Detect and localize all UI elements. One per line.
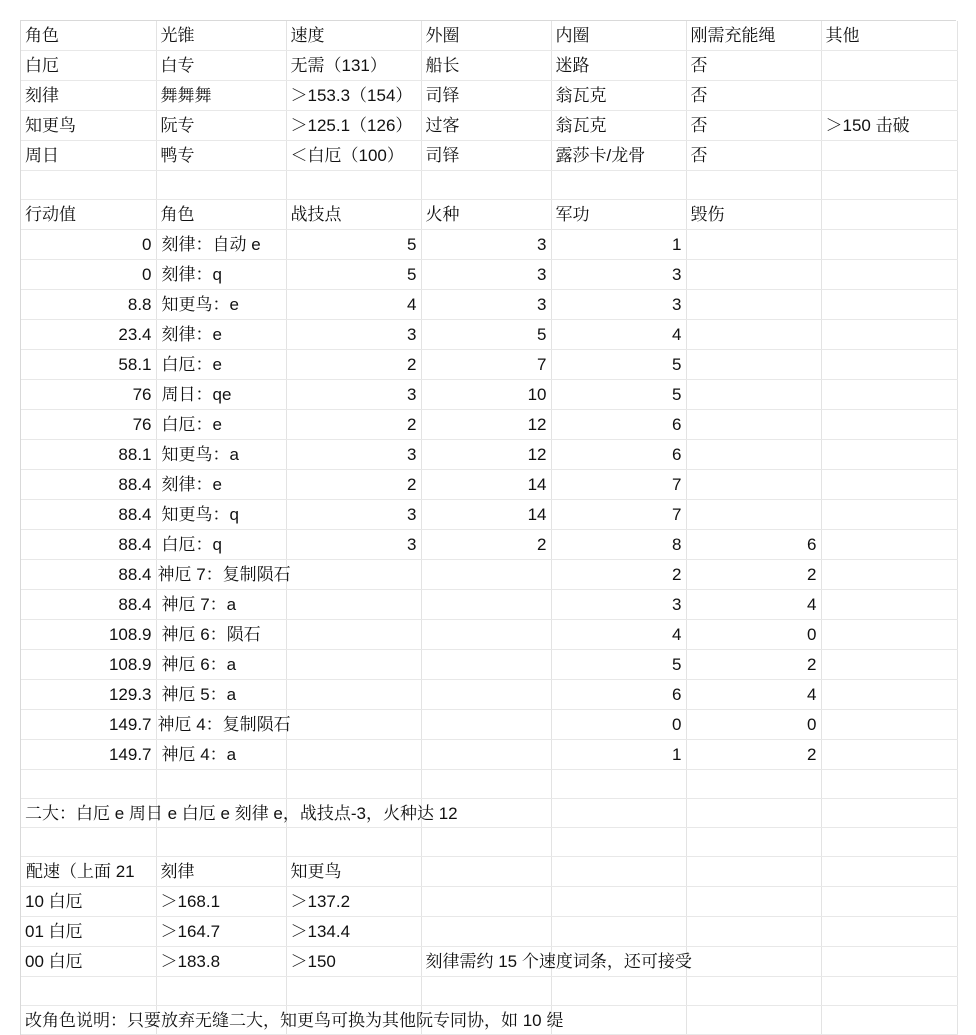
cell-speed-note[interactable]	[421, 947, 692, 977]
empty-cell[interactable]	[821, 260, 957, 290]
empty-cell[interactable]	[821, 857, 957, 887]
cell-skill-point[interactable]: 2	[286, 410, 421, 440]
empty-cell[interactable]	[21, 770, 156, 799]
cell-damage[interactable]: 4	[686, 680, 821, 710]
cell-actor[interactable]	[156, 530, 286, 560]
empty-cell[interactable]	[821, 230, 957, 260]
cell-inner-ornament[interactable]: 迷路	[551, 51, 686, 81]
cell-fire-seed[interactable]: 5	[421, 320, 551, 350]
empty-cell[interactable]	[686, 1006, 821, 1035]
header-cell-kelv[interactable]: 刻律	[156, 857, 286, 887]
cell-actor-text: 知更鸟：a	[161, 445, 239, 464]
cell-outer-ornament[interactable]: 司铎	[421, 141, 551, 171]
header-cell-actor[interactable]: 角色	[156, 200, 286, 230]
cell-fire-seed[interactable]	[421, 620, 551, 650]
header-cell-speed[interactable]: 速度	[286, 21, 421, 51]
cell-skill-point[interactable]: 5	[286, 260, 421, 290]
empty-cell[interactable]	[551, 887, 686, 917]
cell-actor[interactable]	[156, 260, 286, 290]
cell-fire-seed[interactable]	[421, 740, 551, 770]
cell-fire-seed[interactable]	[421, 560, 551, 590]
sheet-body	[21, 21, 957, 1035]
rotation-row	[21, 410, 957, 440]
cell-other[interactable]	[821, 51, 957, 81]
empty-cell[interactable]	[686, 770, 821, 799]
cell-skill-point[interactable]	[286, 740, 421, 770]
cell-damage[interactable]	[686, 350, 821, 380]
cell-actor[interactable]	[156, 380, 286, 410]
cell-action-value[interactable]: 88.4	[21, 530, 156, 560]
cell-action-value[interactable]: 129.3	[21, 680, 156, 710]
empty-cell[interactable]	[686, 947, 821, 977]
cell-damage[interactable]: 2	[686, 740, 821, 770]
empty-cell[interactable]	[551, 770, 686, 799]
cell-lightcone[interactable]: 鸭专	[156, 141, 286, 171]
empty-cell[interactable]	[421, 770, 551, 799]
cell-other[interactable]: ＞150 击破	[821, 111, 957, 141]
cell-action-value[interactable]: 88.1	[21, 440, 156, 470]
cell-actor-text: 神厄 4：复制陨石	[157, 715, 291, 734]
rotation-row	[21, 650, 957, 680]
cell-action-value[interactable]: 0	[21, 260, 156, 290]
empty-cell[interactable]	[421, 857, 551, 887]
cell-skill-point[interactable]	[286, 710, 421, 740]
cell-actor-text: 神厄 4：a	[161, 745, 237, 764]
header-cell-pace[interactable]	[21, 857, 156, 887]
empty-cell[interactable]	[821, 290, 957, 320]
empty-cell[interactable]	[286, 770, 421, 799]
cell-action-value[interactable]: 88.4	[21, 590, 156, 620]
empty-cell[interactable]	[686, 857, 821, 887]
cell-actor[interactable]	[156, 740, 286, 770]
cell-merit[interactable]: 5	[551, 350, 686, 380]
cell-energy-rope[interactable]: 否	[686, 141, 821, 171]
cell-merit[interactable]: 3	[551, 260, 686, 290]
empty-cell[interactable]	[821, 947, 957, 977]
cell-energy-rope[interactable]: 否	[686, 111, 821, 141]
cell-damage[interactable]	[686, 230, 821, 260]
empty-cell[interactable]	[21, 977, 156, 1006]
cell-action-value[interactable]: 58.1	[21, 350, 156, 380]
cell-merit[interactable]: 1	[551, 740, 686, 770]
cell-fire-seed[interactable]	[421, 650, 551, 680]
speed-row	[21, 917, 957, 947]
cell-speed[interactable]	[286, 81, 421, 111]
header-cell-pace-text: 配速（上面 21	[26, 862, 135, 881]
cell-other[interactable]	[821, 81, 957, 111]
empty-cell[interactable]	[821, 828, 957, 857]
cell-skill-point[interactable]: 5	[286, 230, 421, 260]
empty-cell[interactable]	[686, 917, 821, 947]
rotation-row	[21, 380, 957, 410]
cell-skill-point[interactable]: 2	[286, 350, 421, 380]
cell-other[interactable]	[821, 141, 957, 171]
cell-action-value[interactable]: 0	[21, 230, 156, 260]
header-cell-outer-ornament[interactable]: 外圈	[421, 21, 551, 51]
cell-outer-ornament[interactable]: 船长	[421, 51, 551, 81]
empty-cell[interactable]	[821, 410, 957, 440]
cell-character[interactable]: 周日	[21, 141, 156, 171]
cell-energy-rope[interactable]: 否	[686, 81, 821, 111]
cell-speed-robin[interactable]: ＞150	[286, 947, 421, 977]
cell-action-value[interactable]: 8.8	[21, 290, 156, 320]
note-second-ultimate[interactable]	[21, 799, 458, 828]
rotation-row	[21, 230, 957, 260]
cell-skill-point[interactable]: 3	[286, 440, 421, 470]
cell-fire-seed[interactable]: 14	[421, 500, 551, 530]
rotation-row	[21, 350, 957, 380]
cell-character[interactable]: 白厄	[21, 51, 156, 81]
empty-cell[interactable]	[686, 171, 821, 200]
empty-cell[interactable]	[686, 887, 821, 917]
cell-actor-text: 白厄：e	[161, 415, 222, 434]
header-cell-merit[interactable]: 军功	[551, 200, 686, 230]
cell-fire-seed[interactable]: 3	[421, 290, 551, 320]
cell-fire-seed[interactable]: 3	[421, 260, 551, 290]
rotation-row	[21, 740, 957, 770]
empty-cell[interactable]	[21, 828, 156, 857]
empty-cell[interactable]	[286, 171, 421, 200]
speed-row	[21, 947, 957, 977]
cell-merit[interactable]: 7	[551, 470, 686, 500]
cell-speed-text: ＞125.1（126）	[290, 116, 413, 135]
spacer-row	[21, 171, 957, 200]
rotation-row	[21, 710, 957, 740]
spacer-row	[21, 977, 957, 1006]
cell-inner-ornament-text: 露莎卡/龙骨	[555, 146, 646, 165]
cell-action-value[interactable]: 108.9	[21, 650, 156, 680]
cell-fire-seed[interactable]	[421, 590, 551, 620]
empty-cell[interactable]	[821, 887, 957, 917]
cell-actor-text: 白厄：e	[161, 355, 222, 374]
empty-cell[interactable]	[821, 500, 957, 530]
cell-merit[interactable]: 7	[551, 500, 686, 530]
rotation-row	[21, 590, 957, 620]
cell-skill-point[interactable]	[286, 620, 421, 650]
cell-fire-seed[interactable]	[421, 680, 551, 710]
cell-actor[interactable]	[156, 320, 286, 350]
cell-damage[interactable]: 2	[686, 560, 821, 590]
cell-speed-note[interactable]	[421, 887, 551, 917]
speed-table-header-row	[21, 857, 957, 887]
spacer-row	[21, 828, 957, 857]
cell-skill-point[interactable]: 3	[286, 500, 421, 530]
header-cell-character[interactable]: 角色	[21, 21, 156, 51]
empty-cell[interactable]	[821, 470, 957, 500]
cell-fire-seed[interactable]: 10	[421, 380, 551, 410]
empty-cell[interactable]	[821, 917, 957, 947]
spacer-row	[21, 770, 957, 799]
cell-speed-text: 无需（131）	[290, 56, 387, 75]
empty-cell[interactable]	[821, 799, 957, 828]
cell-actor[interactable]	[156, 230, 286, 260]
cell-actor-text: 神厄 6：陨石	[161, 625, 261, 644]
cell-inner-ornament[interactable]	[551, 141, 686, 171]
cell-fire-seed[interactable]: 7	[421, 350, 551, 380]
header-cell-robin[interactable]: 知更鸟	[286, 857, 421, 887]
empty-cell[interactable]	[821, 650, 957, 680]
rotation-row	[21, 680, 957, 710]
cell-speed-kelv[interactable]: ＞183.8	[156, 947, 286, 977]
empty-cell[interactable]	[156, 977, 286, 1006]
cell-action-value[interactable]: 88.4	[21, 470, 156, 500]
cell-skill-point[interactable]: 3	[286, 530, 421, 560]
cell-merit[interactable]: 4	[551, 320, 686, 350]
header-cell-action-value[interactable]: 行动值	[21, 200, 156, 230]
empty-cell[interactable]	[821, 620, 957, 650]
empty-cell[interactable]	[421, 171, 551, 200]
cell-inner-ornament[interactable]: 翁瓦克	[551, 81, 686, 111]
cell-merit[interactable]: 5	[551, 380, 686, 410]
cell-speed-text: ＜白厄（100）	[290, 146, 404, 165]
empty-cell[interactable]	[821, 560, 957, 590]
cell-actor-text: 神厄 7：a	[161, 595, 237, 614]
cell-character[interactable]: 刻律	[21, 81, 156, 111]
note-change-character-row	[21, 1006, 957, 1035]
build-table-row	[21, 51, 957, 81]
cell-actor[interactable]	[156, 710, 291, 740]
rotation-row	[21, 500, 957, 530]
empty-cell[interactable]	[551, 828, 686, 857]
empty-cell[interactable]	[156, 770, 286, 799]
cell-actor[interactable]	[156, 680, 286, 710]
cell-actor[interactable]	[156, 350, 286, 380]
empty-cell[interactable]	[286, 828, 421, 857]
cell-damage[interactable]	[686, 470, 821, 500]
cell-merit[interactable]: 6	[551, 680, 686, 710]
cell-actor-text: 刻律：e	[161, 325, 222, 344]
empty-cell[interactable]	[551, 977, 686, 1006]
cell-action-value[interactable]: 149.7	[21, 710, 156, 740]
cell-actor-text: 刻律：q	[161, 265, 222, 284]
cell-fire-seed[interactable]: 12	[421, 410, 551, 440]
empty-cell[interactable]	[551, 857, 686, 887]
header-cell-fire-seed[interactable]: 火种	[421, 200, 551, 230]
cell-actor[interactable]	[156, 410, 286, 440]
cell-damage[interactable]: 4	[686, 590, 821, 620]
cell-character[interactable]: 知更鸟	[21, 111, 156, 141]
cell-skill-point[interactable]	[286, 560, 421, 590]
cell-lightcone[interactable]: 白专	[156, 51, 286, 81]
header-cell-blank[interactable]	[821, 200, 957, 230]
cell-merit[interactable]: 3	[551, 590, 686, 620]
cell-speed-robin[interactable]: ＞137.2	[286, 887, 421, 917]
note-second-ultimate-row	[21, 799, 957, 828]
cell-merit[interactable]: 2	[551, 560, 686, 590]
cell-skill-point[interactable]	[286, 650, 421, 680]
rotation-row	[21, 470, 957, 500]
cell-action-value[interactable]: 88.4	[21, 560, 156, 590]
cell-merit[interactable]: 0	[551, 710, 686, 740]
cell-merit[interactable]: 6	[551, 410, 686, 440]
cell-actor-text: 周日：qe	[161, 385, 232, 404]
empty-cell[interactable]	[821, 440, 957, 470]
spreadsheet-grid[interactable]	[20, 20, 956, 1035]
empty-cell[interactable]	[686, 828, 821, 857]
cell-fire-seed[interactable]: 12	[421, 440, 551, 470]
rotation-row	[21, 290, 957, 320]
cell-actor[interactable]	[156, 470, 286, 500]
empty-cell[interactable]	[821, 530, 957, 560]
cell-speed-text: ＞153.3（154）	[290, 86, 413, 105]
cell-damage[interactable]: 0	[686, 620, 821, 650]
speed-row	[21, 887, 957, 917]
cell-damage[interactable]	[686, 440, 821, 470]
cell-skill-point[interactable]	[286, 590, 421, 620]
cell-speed[interactable]	[286, 141, 421, 171]
cell-speed-kelv[interactable]: ＞168.1	[156, 887, 286, 917]
empty-cell[interactable]	[821, 590, 957, 620]
note-change-character[interactable]	[21, 1006, 564, 1035]
note-second-ultimate-text: 二大：白厄 e 周日 e 白厄 e 刻律 e，战技点-3，火种达 12	[25, 804, 458, 823]
cell-energy-rope[interactable]: 否	[686, 51, 821, 81]
rotation-row	[21, 560, 957, 590]
header-cell-energy-rope[interactable]: 刚需充能绳	[686, 21, 821, 51]
header-cell-lightcone[interactable]: 光锥	[156, 21, 286, 51]
cell-fire-seed[interactable]: 14	[421, 470, 551, 500]
cell-speed[interactable]	[286, 51, 421, 81]
cell-action-value[interactable]: 76	[21, 380, 156, 410]
header-cell-other[interactable]: 其他	[821, 21, 957, 51]
cell-merit[interactable]: 8	[551, 530, 686, 560]
empty-cell[interactable]	[821, 350, 957, 380]
cell-actor[interactable]	[156, 560, 291, 590]
cell-actor-text: 知更鸟：e	[161, 295, 239, 314]
cell-speed-label[interactable]: 00 白厄	[21, 947, 156, 977]
rotation-table-header-row	[21, 200, 957, 230]
empty-cell[interactable]	[821, 320, 957, 350]
cell-actor-text: 白厄：q	[161, 535, 222, 554]
empty-cell[interactable]	[821, 680, 957, 710]
cell-merit[interactable]: 1	[551, 230, 686, 260]
empty-cell[interactable]	[551, 799, 686, 828]
empty-cell[interactable]	[551, 1006, 686, 1035]
cell-speed-robin[interactable]: ＞134.4	[286, 917, 421, 947]
cell-speed-kelv[interactable]: ＞164.7	[156, 917, 286, 947]
note-change-character-text: 改角色说明：只要放弃无缝二大，知更鸟可换为其他阮专同协，如 10 缇	[25, 1011, 564, 1030]
cell-speed-label[interactable]: 10 白厄	[21, 887, 156, 917]
cell-damage[interactable]	[686, 290, 821, 320]
rotation-row	[21, 530, 957, 560]
cell-damage[interactable]	[686, 500, 821, 530]
rotation-row	[21, 320, 957, 350]
cell-outer-ornament[interactable]: 司铎	[421, 81, 551, 111]
cell-speed-label[interactable]: 01 白厄	[21, 917, 156, 947]
cell-action-value[interactable]: 23.4	[21, 320, 156, 350]
cell-action-value[interactable]: 88.4	[21, 500, 156, 530]
cell-lightcone[interactable]: 阮专	[156, 111, 286, 141]
cell-actor-text: 刻律：自动 e	[161, 235, 261, 254]
cell-damage[interactable]	[686, 320, 821, 350]
build-table-row	[21, 111, 957, 141]
build-table-header-row	[21, 21, 957, 51]
cell-damage[interactable]: 2	[686, 650, 821, 680]
cell-damage[interactable]: 6	[686, 530, 821, 560]
cell-actor[interactable]	[156, 290, 286, 320]
cell-speed-note[interactable]	[421, 917, 551, 947]
cell-lightcone[interactable]: 舞舞舞	[156, 81, 286, 111]
cell-damage[interactable]	[686, 260, 821, 290]
cell-fire-seed[interactable]	[421, 710, 551, 740]
cell-actor[interactable]	[156, 440, 286, 470]
sheet-table	[21, 21, 958, 1035]
cell-fire-seed[interactable]: 3	[421, 230, 551, 260]
cell-actor[interactable]	[156, 500, 286, 530]
cell-skill-point[interactable]	[286, 680, 421, 710]
cell-skill-point[interactable]: 4	[286, 290, 421, 320]
cell-actor[interactable]	[156, 650, 286, 680]
empty-cell[interactable]	[821, 977, 957, 1006]
empty-cell[interactable]	[821, 380, 957, 410]
cell-actor-text: 神厄 5：a	[161, 685, 237, 704]
cell-action-value[interactable]: 149.7	[21, 740, 156, 770]
cell-damage[interactable]	[686, 380, 821, 410]
build-table-row	[21, 141, 957, 171]
rotation-row	[21, 440, 957, 470]
empty-cell[interactable]	[821, 1006, 957, 1035]
cell-action-value[interactable]: 76	[21, 410, 156, 440]
empty-cell[interactable]	[821, 770, 957, 799]
header-cell-inner-ornament[interactable]: 内圈	[551, 21, 686, 51]
empty-cell[interactable]	[156, 171, 286, 200]
cell-actor-text: 刻律：e	[161, 475, 222, 494]
cell-merit[interactable]: 4	[551, 620, 686, 650]
cell-actor-text: 神厄 6：a	[161, 655, 237, 674]
rotation-row	[21, 260, 957, 290]
cell-speed[interactable]	[286, 111, 421, 141]
empty-cell[interactable]	[421, 828, 551, 857]
cell-actor-text: 神厄 7：复制陨石	[157, 565, 291, 584]
cell-merit[interactable]: 5	[551, 650, 686, 680]
header-cell-skill-point[interactable]: 战技点	[286, 200, 421, 230]
empty-cell[interactable]	[551, 917, 686, 947]
header-cell-damage[interactable]: 毁伤	[686, 200, 821, 230]
cell-actor[interactable]	[156, 620, 286, 650]
empty-cell[interactable]	[21, 171, 156, 200]
cell-actor-text: 知更鸟：q	[161, 505, 239, 524]
empty-cell[interactable]	[551, 171, 686, 200]
build-table-row	[21, 81, 957, 111]
empty-cell[interactable]	[821, 710, 957, 740]
empty-cell[interactable]	[156, 828, 286, 857]
rotation-row	[21, 620, 957, 650]
cell-merit[interactable]: 3	[551, 290, 686, 320]
empty-cell[interactable]	[686, 977, 821, 1006]
cell-speed-note-text: 刻律需约 15 个速度词条，还可接受	[425, 952, 692, 971]
empty-cell[interactable]	[686, 799, 821, 828]
cell-damage[interactable]: 0	[686, 710, 821, 740]
empty-cell[interactable]	[421, 977, 551, 1006]
cell-inner-ornament[interactable]: 翁瓦克	[551, 111, 686, 141]
empty-cell[interactable]	[286, 977, 421, 1006]
cell-skill-point[interactable]: 3	[286, 320, 421, 350]
cell-outer-ornament[interactable]: 过客	[421, 111, 551, 141]
cell-fire-seed[interactable]: 2	[421, 530, 551, 560]
cell-skill-point[interactable]: 2	[286, 470, 421, 500]
cell-damage[interactable]	[686, 410, 821, 440]
cell-merit[interactable]: 6	[551, 440, 686, 470]
cell-skill-point[interactable]: 3	[286, 380, 421, 410]
cell-actor[interactable]	[156, 590, 286, 620]
empty-cell[interactable]	[821, 171, 957, 200]
cell-action-value[interactable]: 108.9	[21, 620, 156, 650]
empty-cell[interactable]	[821, 740, 957, 770]
